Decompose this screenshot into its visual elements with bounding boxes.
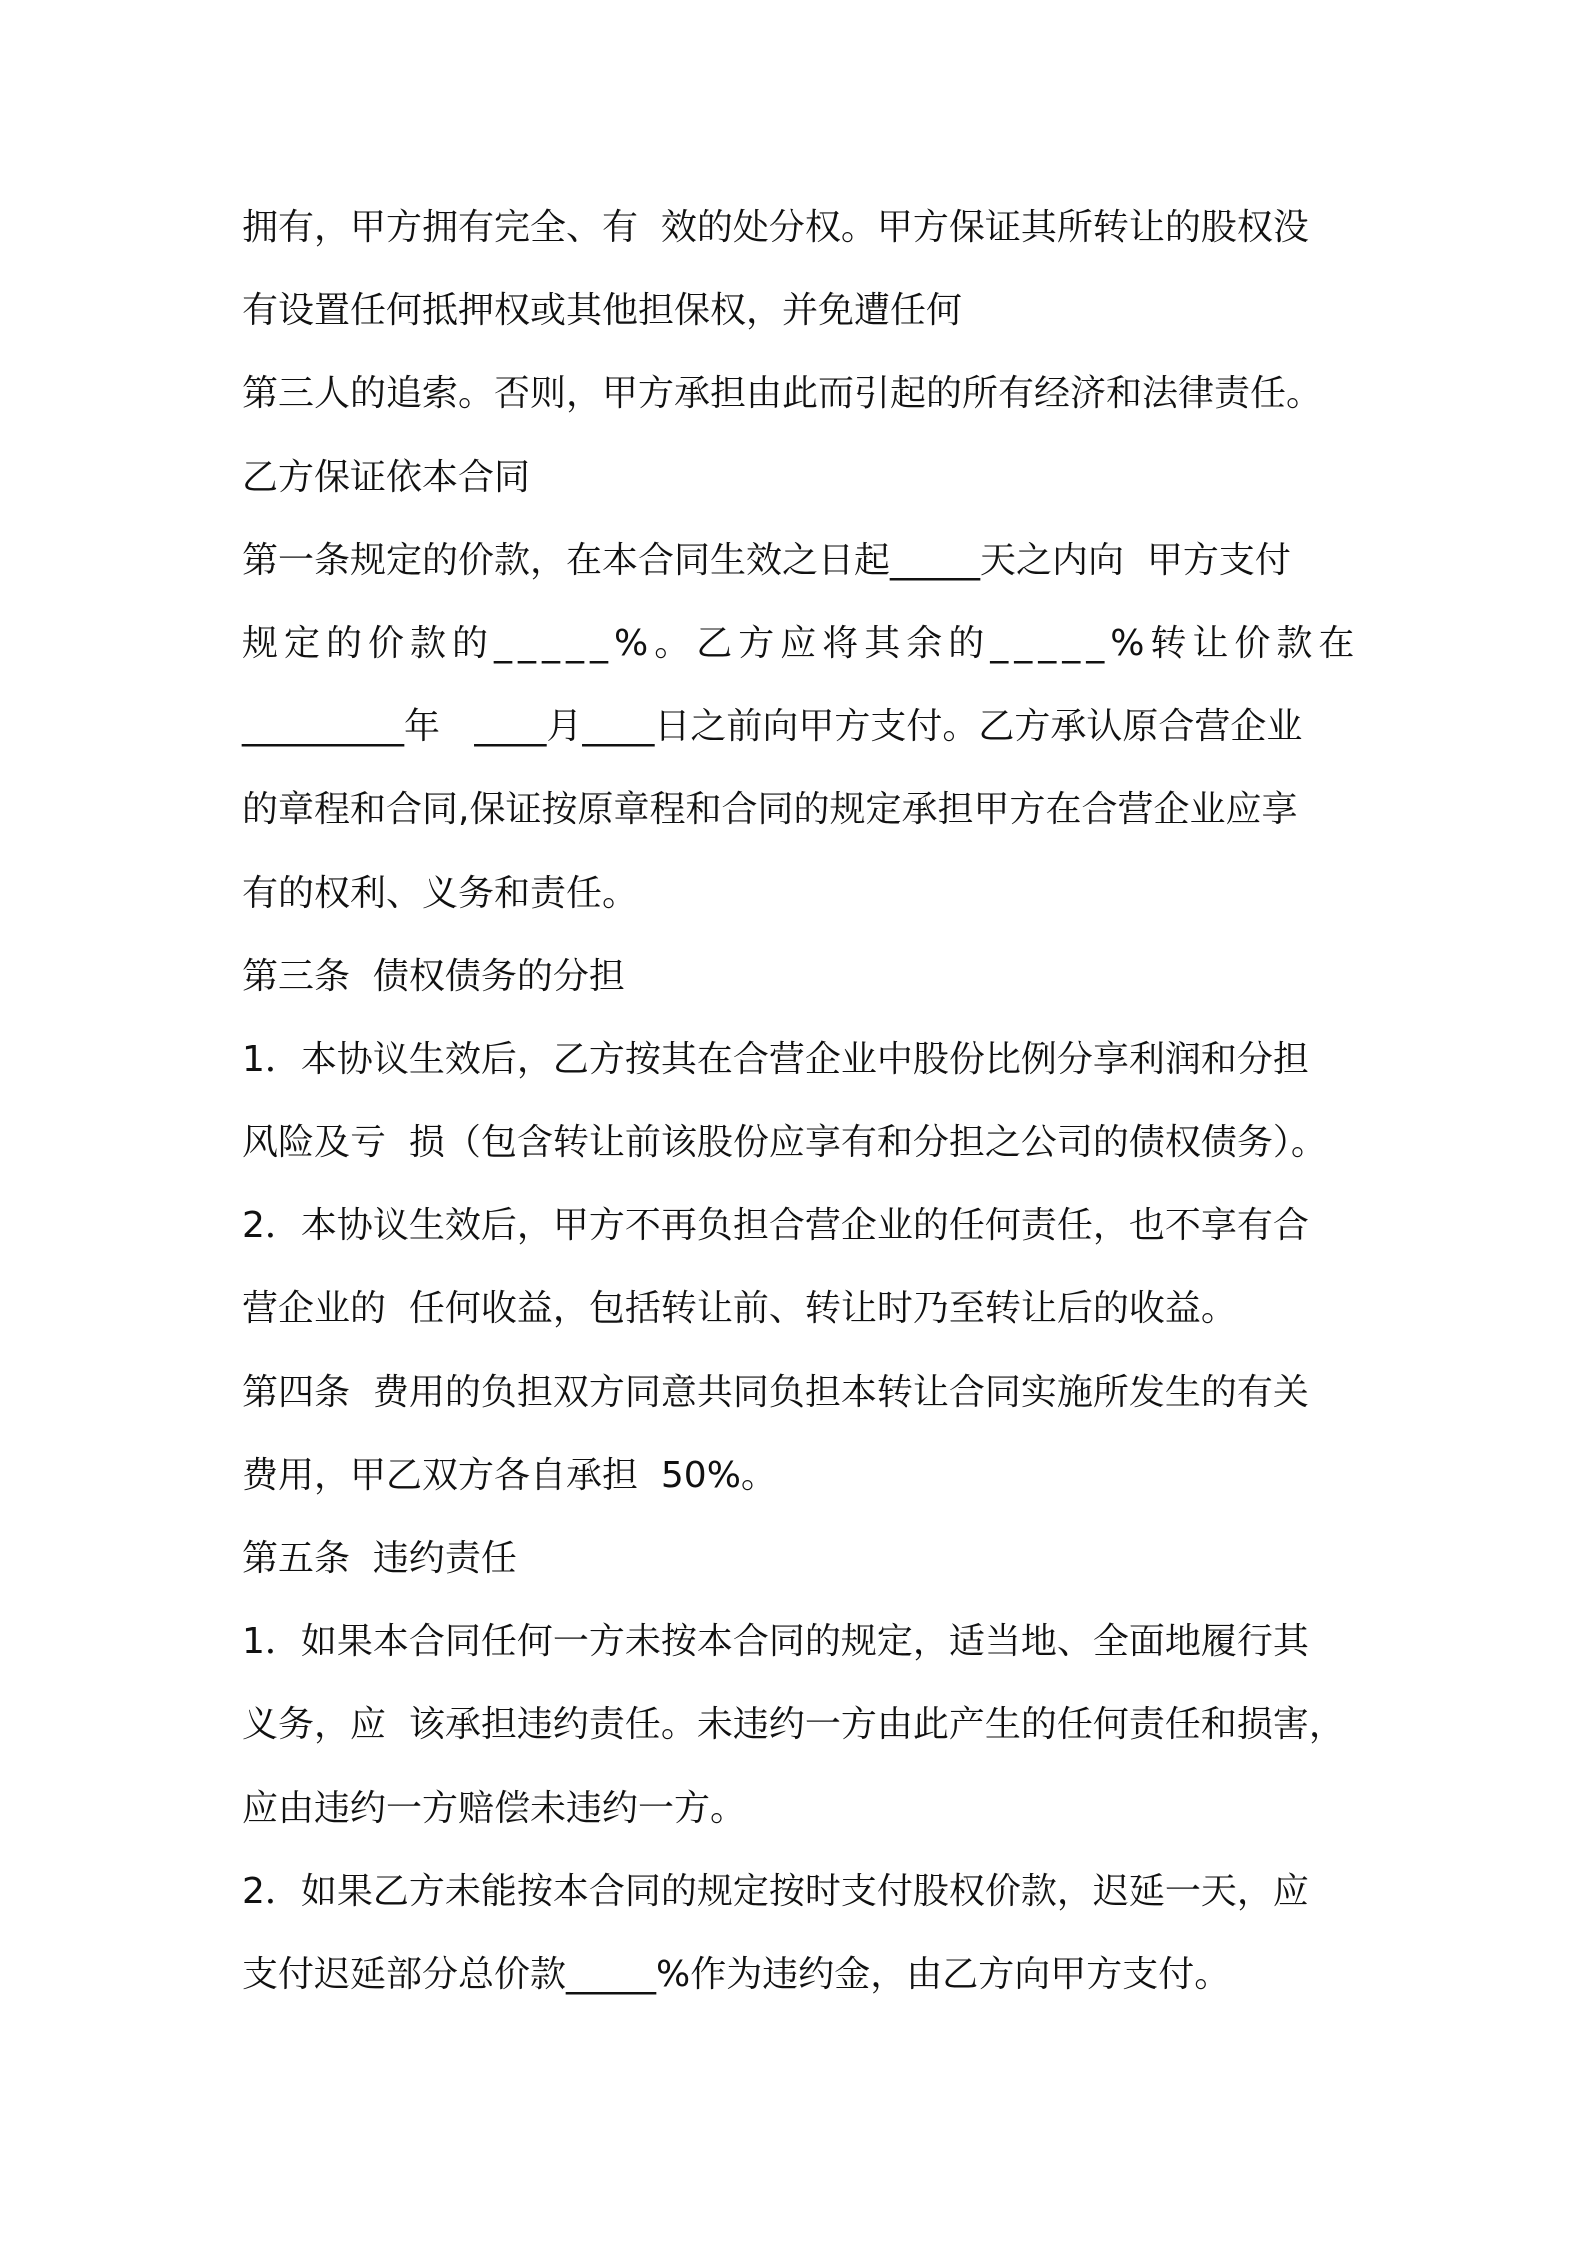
text-line: 营企业的 任何收益，包括转让前、转让时乃至转让后的收益。	[242, 1288, 1237, 1330]
text-line: 拥有，甲方拥有完全、有 效的处分权。甲方保证其所转让的股权没	[242, 207, 1309, 248]
text-line: 1．本协议生效后，乙方按其在合营企业中股份比例分享利润和分担	[242, 1038, 1309, 1080]
section-heading: 第三条 债权债务的分担	[242, 955, 625, 997]
text-line: 第一条规定的价款，在本合同生效之日起_____天之内向 甲方支付	[242, 539, 1291, 581]
text-line: 风险及亏 损（包含转让前该股份应享有和分担之公司的债权债务）。	[242, 1122, 1327, 1164]
text-line: 乙方保证依本合同	[242, 456, 531, 498]
text-line: 1．如果本合同任何一方未按本合同的规定，适当地、全面地履行其	[242, 1621, 1309, 1663]
text-line: _________年 ____月____日之前向甲方支付。乙方承认原合营企业	[242, 706, 1303, 748]
contract-body	[242, 198, 1361, 2028]
text-line: 2．如果乙方未能按本合同的规定按时支付股权价款，迟延一天，应	[242, 1870, 1309, 1912]
text-line: 有的权利、义务和责任。	[242, 872, 639, 914]
text-line: 应由违约一方赔偿未违约一方。	[242, 1787, 747, 1829]
text-line: 第三人的追索。否则，甲方承担由此而引起的所有经济和法律责任。	[242, 373, 1323, 415]
text-line: 义务，应 该承担违约责任。未违约一方由此产生的任何责任和损害，	[242, 1704, 1345, 1746]
section-heading: 第四条 费用的负担双方同意共同负担本转让合同实施所发生的有关	[242, 1371, 1309, 1413]
text-line: 2．本协议生效后，甲方不再负担合营企业的任何责任，也不享有合	[242, 1205, 1309, 1247]
section-heading: 第五条 违约责任	[242, 1538, 517, 1579]
text-line: 费用，甲乙双方各自承担 50%。	[242, 1454, 777, 1496]
text-line: 规定的价款的_____%。乙方应将其余的_____%转让价款在	[242, 622, 1361, 664]
text-line: 支付迟延部分总价款_____%作为违约金，由乙方向甲方支付。	[242, 1953, 1231, 1995]
text-line: 的章程和合同,保证按原章程和合同的规定承担甲方在合营企业应享	[242, 789, 1298, 831]
text-line: 有设置任何抵押权或其他担保权，并免遭任何	[242, 290, 963, 332]
